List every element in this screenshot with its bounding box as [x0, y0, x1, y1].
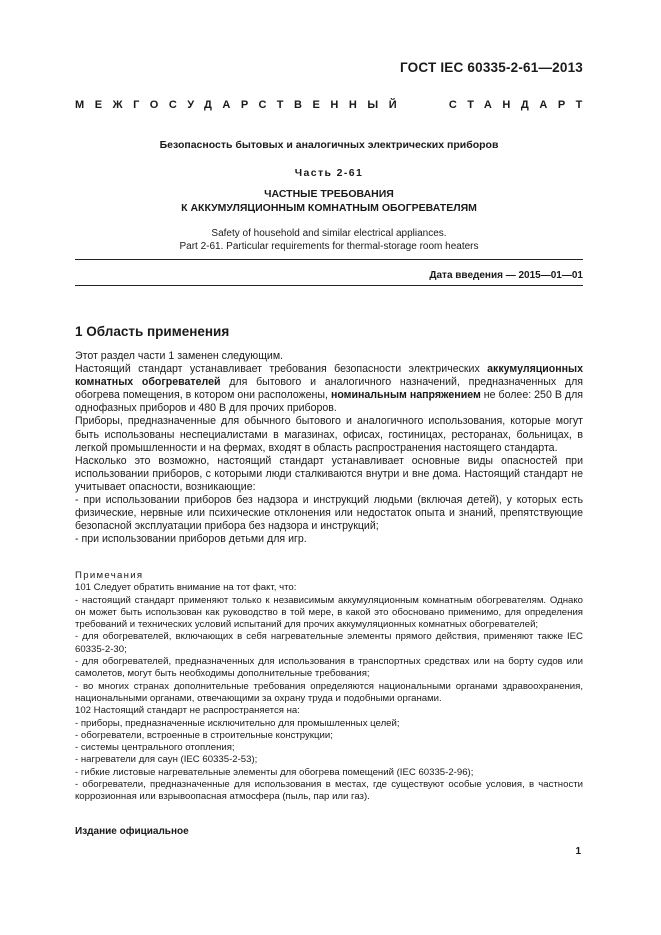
- page-number: 1: [575, 846, 581, 857]
- note-102: 102 Настоящий стандарт не распространяется на:: [75, 705, 300, 717]
- divider-top: [75, 259, 583, 260]
- banner-word-standard: СТАНДАРТ: [448, 99, 593, 111]
- scope-text-c: для бытового и аналогичного назначений, предназначенных для обогрева помещения, в котором они расположены,: [75, 376, 583, 402]
- note-102-item: - обогреватели, встроенные в строительные конструкции;: [75, 729, 333, 741]
- note-102-item: - гибкие листовые нагревательные элементы для обогрева помещений (IEC 60335-2-96);: [75, 766, 474, 778]
- english-title-line1: Safety of household and similar electrical appliances.: [211, 228, 447, 239]
- standard-type-banner: [75, 99, 593, 111]
- document-title: Безопасность бытовых и аналогичных электрических приборов: [159, 139, 499, 151]
- list-item-supervision: - при использовании приборов без надзора и инструкций людьми (включая детей), у которых есть физические, нервные или психические отклонения или недостаток опыта и знаний, препятствующие безопасной эксплуатации прибора без надзора и инструкций;: [75, 494, 583, 533]
- note-101: 101 Следует обратить внимание на тот факт, что:: [75, 582, 297, 594]
- banner-word-interstate: МЕЖГОСУДАРСТВЕННЫЙ: [75, 99, 408, 111]
- scope-term-voltage: номинальным напряжением: [330, 389, 481, 402]
- english-title-line2: Part 2-61. Particular requirements for thermal-storage room heaters: [179, 241, 479, 252]
- scope-text-a: Настоящий стандарт устанавливает требования безопасности электрических: [75, 363, 488, 376]
- document-code: ГОСТ IEC 60335-2-61—2013: [399, 60, 583, 75]
- note-101-item: - настоящий стандарт применяют только к независимым аккумуляционным комнатным обогревателям. Однако он может быть использован как руководство в той мере, в какой это обосновано применимо, для определения требований и технических условий испытаний для прочих аккумуляционных комнатных обогревателей;: [75, 594, 583, 631]
- paragraph-scope: [75, 363, 583, 415]
- note-102-item: - системы центрального отопления;: [75, 742, 235, 754]
- specific-requirements-title: [75, 188, 583, 215]
- part-title: Часть 2-61: [294, 167, 364, 179]
- paragraph-replaced: Этот раздел части 1 заменен следующим.: [75, 350, 284, 362]
- note-101-item: - для обогревателей, включающих в себя нагревательные элементы прямого действия, применяют также IEC 60335-2-30;: [75, 631, 583, 655]
- notes-block: [75, 570, 583, 804]
- edition-label: Издание официальное: [75, 826, 189, 837]
- introduction-date: Дата введения — 2015—01—01: [429, 270, 583, 281]
- note-102-item: - обогреватели, предназначенные для использования в местах, где существуют особые условия, в частности коррозионная или взрывоопасная атмосфера (пыль, пар или газ).: [75, 779, 583, 803]
- note-101-item: - для обогревателей, предназначенных для использования в транспортных средствах или на борту судов или самолетов, могут быть необходимы дополнительные требования;: [75, 656, 583, 680]
- specific-title-line2: К АККУМУЛЯЦИОННЫМ КОМНАТНЫМ ОБОГРЕВАТЕЛЯМ: [181, 201, 477, 214]
- paragraph-hazards: Насколько это возможно, настоящий стандарт устанавливает основные виды опасностей при использовании приборов, с которыми люди сталкиваются внутри и вне дома. Настоящий стандарт не учитывает опасности, возникающие:: [75, 454, 583, 493]
- note-102-item: - приборы, предназначенные исключительно для промышленных целей;: [75, 717, 400, 729]
- paragraph-appliances: Приборы, предназначенные для обычного бытового и аналогичного использования, которые могут быть использованы неспециалистами в магазинах, офисах, гостиницах, ресторанах, больницах, в легкой промышленности и на фермах, входят в область распространения настоящего стандарта.: [75, 415, 583, 454]
- notes-heading: Примечания: [75, 570, 144, 581]
- english-title: [75, 227, 583, 253]
- section-heading: 1 Область применения: [75, 324, 230, 339]
- scope-text-e: не более: 250 В для однофазных приборов и 480 В для прочих приборов.: [75, 389, 583, 415]
- section-body: [75, 350, 583, 546]
- list-item-children: - при использовании приборов детьми для игр.: [75, 533, 307, 546]
- note-101-item: - во многих странах дополнительные требования определяются национальными органами здравоохранения, национальными органами, отвечающими за охрану труда и подобными органами.: [75, 680, 583, 704]
- specific-title-line1: ЧАСТНЫЕ ТРЕБОВАНИЯ: [264, 188, 394, 200]
- scope-term-heaters: аккумуляционных комнатных обогревателей: [75, 363, 583, 389]
- note-102-item: - нагреватели для саун (IEC 60335-2-53);: [75, 754, 258, 766]
- divider-bottom: [75, 285, 583, 286]
